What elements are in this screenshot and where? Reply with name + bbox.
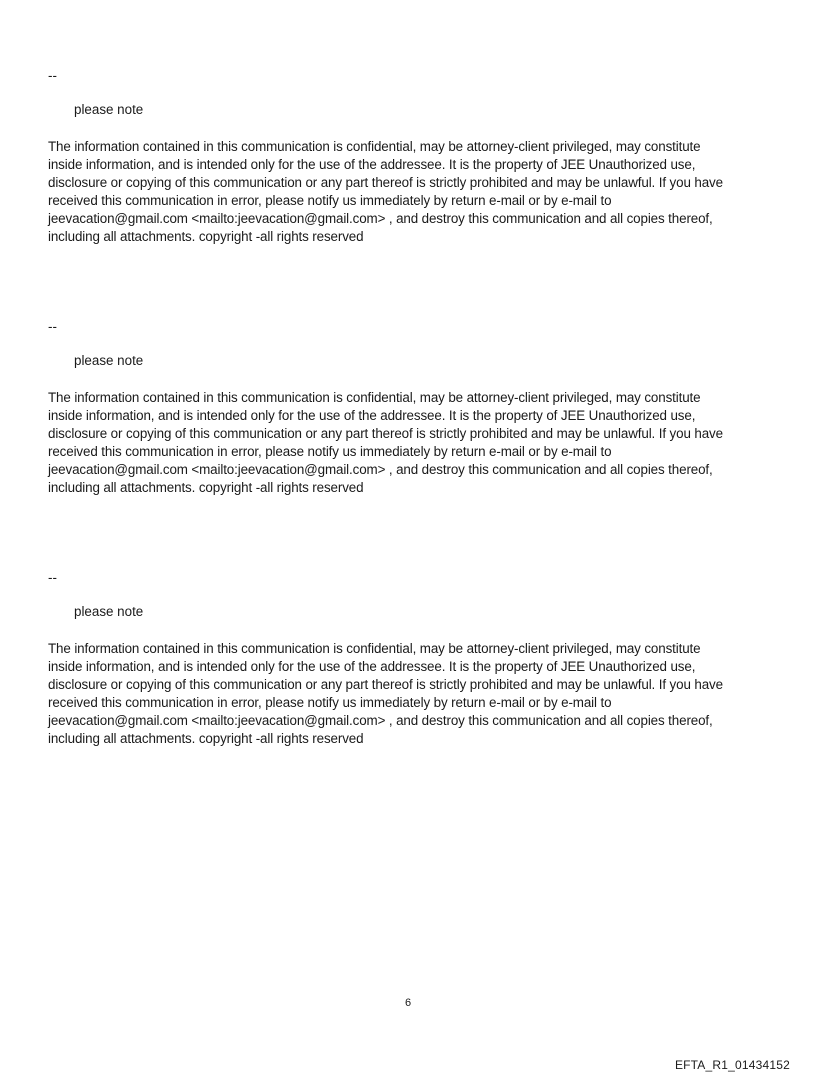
please-note-heading: please note: [74, 604, 144, 619]
paragraph-line: including all attachments. copyright -all rights reserved: [48, 229, 364, 244]
page-number: 6: [404, 997, 412, 1009]
paragraph-line: inside information, and is intended only for the use of the addressee. It is the property of JEE Unauthorized use,: [48, 157, 696, 172]
paragraph-line: including all attachments. copyright -all rights reserved: [48, 480, 364, 495]
separator-dashes: --: [48, 570, 57, 585]
paragraph-line: including all attachments. copyright -all rights reserved: [48, 731, 364, 746]
disclaimer-paragraph: [48, 138, 770, 246]
paragraph-line: received this communication in error, please notify us immediately by return e-mail or by e-mail to: [48, 444, 612, 459]
paragraph-line: jeevacation@gmail.com <mailto:jeevacation@gmail.com> , and destroy this communication and all copies thereof,: [48, 462, 713, 477]
paragraph-line: disclosure or copying of this communication or any part thereof is strictly prohibited and may be unlawful. If you have: [48, 426, 723, 441]
paragraph-line: The information contained in this communication is confidential, may be attorney-client privileged, may constitute: [48, 139, 701, 154]
disclaimer-paragraph: [48, 389, 770, 497]
paragraph-line: jeevacation@gmail.com <mailto:jeevacation@gmail.com> , and destroy this communication and all copies thereof,: [48, 211, 713, 226]
paragraph-line: inside information, and is intended only for the use of the addressee. It is the property of JEE Unauthorized use,: [48, 408, 696, 423]
document-id: EFTA_R1_01434152: [674, 1058, 790, 1072]
paragraph-line: disclosure or copying of this communication or any part thereof is strictly prohibited and may be unlawful. If you have: [48, 677, 723, 692]
please-note-heading: please note: [74, 353, 144, 368]
paragraph-line: disclosure or copying of this communication or any part thereof is strictly prohibited and may be unlawful. If you have: [48, 175, 723, 190]
disclaimer-paragraph: [48, 640, 770, 748]
separator-dashes: --: [48, 68, 57, 83]
paragraph-line: The information contained in this communication is confidential, may be attorney-client privileged, may constitute: [48, 390, 701, 405]
paragraph-line: The information contained in this communication is confidential, may be attorney-client privileged, may constitute: [48, 641, 701, 656]
paragraph-line: received this communication in error, please notify us immediately by return e-mail or by e-mail to: [48, 193, 612, 208]
paragraph-line: inside information, and is intended only for the use of the addressee. It is the property of JEE Unauthorized use,: [48, 659, 696, 674]
paragraph-line: received this communication in error, please notify us immediately by return e-mail or by e-mail to: [48, 695, 612, 710]
please-note-heading: please note: [74, 102, 144, 117]
paragraph-line: jeevacation@gmail.com <mailto:jeevacation@gmail.com> , and destroy this communication and all copies thereof,: [48, 713, 713, 728]
separator-dashes: --: [48, 319, 57, 334]
